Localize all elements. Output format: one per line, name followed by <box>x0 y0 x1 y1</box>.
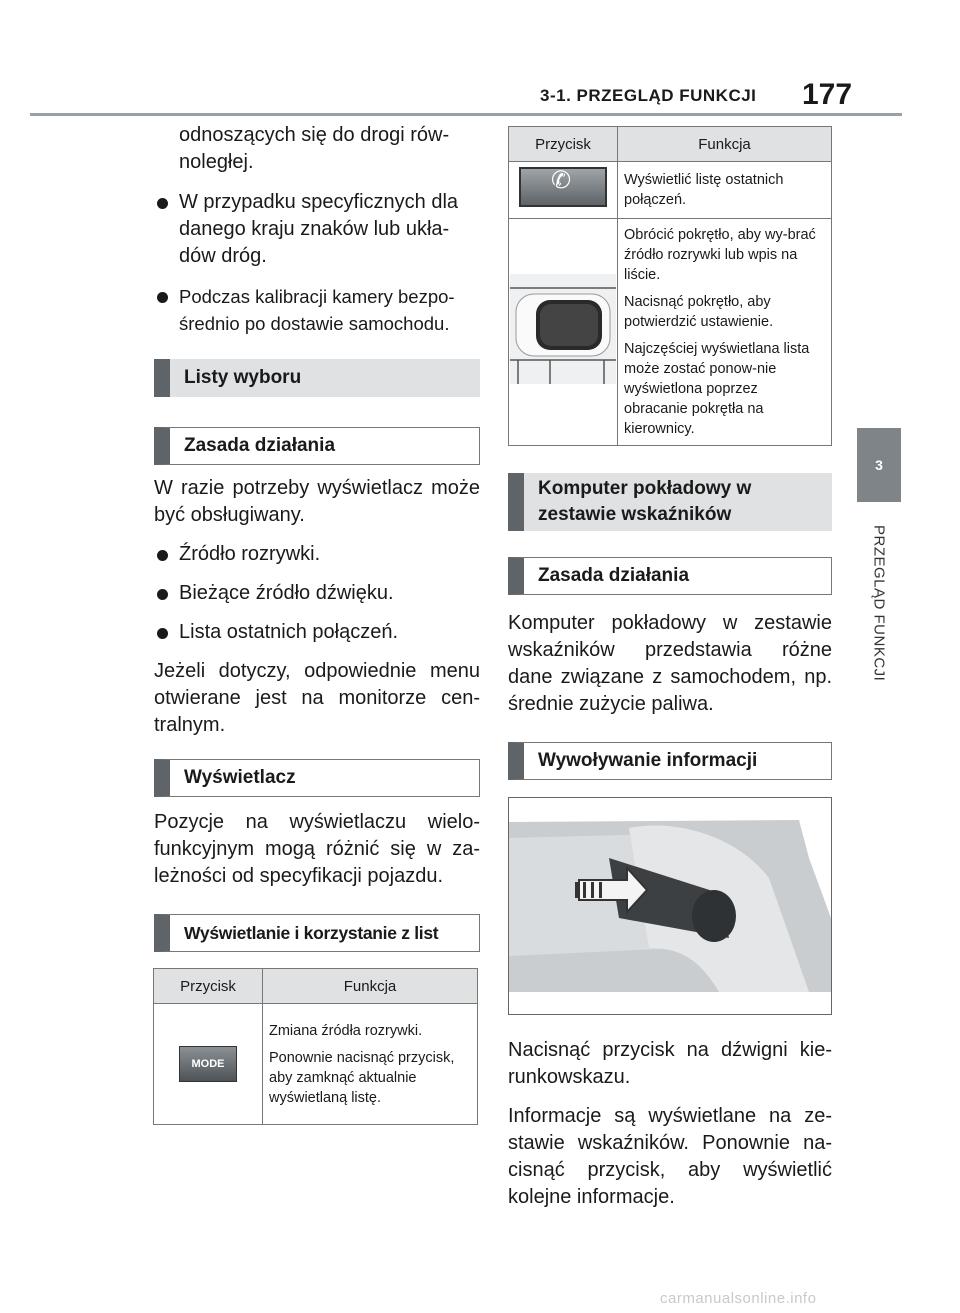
left-column <box>154 122 480 1125</box>
phone-button-cell <box>509 162 618 219</box>
watermark: carmanualsonline.info <box>660 1290 817 1307</box>
table-header-row <box>509 127 832 162</box>
function-rotate-knob: Obrócić pokrętło, aby wy-brać źródło rozrywki lub wpis na liście. <box>624 227 816 283</box>
chapter-tab <box>857 428 901 502</box>
bullet-current-audio: Bieżące źródło dźwięku. <box>154 580 480 607</box>
heading-list-usage: Wyświetlanie i korzystanie z list <box>154 914 480 952</box>
table-row <box>154 1004 478 1125</box>
bullet-country-signs: W przypadku specyficznych dla danego kraju znaków lub ukła-dów dróg. <box>154 189 480 270</box>
bullet-calibration: Podczas kalibracji kamery bezpo-średnio po dostawie samochodu. <box>154 283 480 337</box>
para-central-monitor: Jeżeli dotyczy, odpowiednie menu otwierane jest na monitorze cen-tralnym. <box>154 660 480 736</box>
para-info-displayed: Informacje są wyświetlane na ze-stawie wskaźników. Ponownie na-cisnąć przycisk, aby wyświetlić kolejne informacje. <box>508 1105 832 1208</box>
function-recent-calls: Wyświetlić listę ostatnich połączeń. <box>624 172 784 208</box>
turn-signal-lever-figure <box>508 797 832 1015</box>
heading-wywolywanie: Wywoływanie informacji <box>508 742 832 780</box>
page-number: 177 <box>802 78 853 111</box>
table-header-function: Funkcja <box>263 969 478 1004</box>
heading-zasada-dzialania: Zasada działania <box>154 427 480 465</box>
function-change-source: Zmiana źródła rozrywki. <box>269 1022 423 1039</box>
table-header-button: Przycisk <box>154 969 263 1004</box>
knob-function-cell <box>618 219 832 446</box>
table-row <box>509 219 832 446</box>
para-onboard-computer: Komputer pokładowy w zestawie wskaźników przedstawia różne dane związane z samochodem, np. średnie zużycie paliwa. <box>508 612 832 715</box>
table-row <box>509 162 832 219</box>
mode-function-cell <box>263 1004 478 1125</box>
table-header-row <box>154 969 478 1004</box>
mode-button-icon: MODE <box>179 1046 237 1082</box>
chapter-number: 3 <box>875 457 883 473</box>
table-header-button: Przycisk <box>509 127 618 162</box>
continued-text-line1: odnoszących się do drogi rów- <box>179 124 450 146</box>
function-most-displayed: Najczęściej wyświetlana lista może zostać ponow-nie wyświetlona poprzez obracanie pokrętła na kierownicy. <box>624 341 810 437</box>
mode-button-cell <box>154 1004 263 1125</box>
heading-wyswietlacz: Wyświetlacz <box>154 759 480 797</box>
bullet-entertainment-source: Źródło rozrywki. <box>154 541 480 568</box>
heading-komputer-pokladowy: Komputer pokładowy w zestawie wskaźników <box>508 473 832 531</box>
function-press-knob: Nacisnąć pokrętło, aby potwierdzić ustawienie. <box>624 294 774 330</box>
phone-function-cell <box>618 162 832 219</box>
knob-image-cell <box>509 219 618 446</box>
heading-listy-wyboru: Listy wyboru <box>154 359 480 397</box>
phone-button-icon <box>519 167 607 207</box>
right-button-table <box>508 126 832 446</box>
table-header-function: Funkcja <box>618 127 832 162</box>
section-title: 3-1. PRZEGLĄD FUNKCJI <box>540 86 757 105</box>
para-press-lever-button: Nacisnąć przycisk na dźwigni kie-runkowskazu. <box>508 1039 832 1088</box>
chapter-label: PRZEGLĄD FUNKCJI <box>870 524 888 682</box>
heading-zasada-dzialania-right: Zasada działania <box>508 557 832 595</box>
turn-signal-lever-illustration <box>509 798 831 1012</box>
controller-knob-illustration <box>510 274 616 384</box>
right-column <box>508 126 832 1211</box>
para-multifunction-display: Pozycje na wyświetlaczu wielo-funkcyjnym mogą różnić się w za-leżności od specyfikacji pojazdu. <box>154 811 480 887</box>
continued-text-line2: noległej. <box>179 151 254 173</box>
phone-handset-icon: ✆ <box>551 167 572 194</box>
function-close-list: Ponownie nacisnąć przycisk, aby zamknąć aktualnie wyświetlaną listę. <box>269 1049 455 1106</box>
para-obslugiwany: W razie potrzeby wyświetlacz może być obsługiwany. <box>154 477 480 526</box>
left-button-table <box>153 968 478 1125</box>
chapter-label-container <box>850 508 908 698</box>
header-rule <box>30 113 902 116</box>
bullet-recent-calls: Lista ostatnich połączeń. <box>154 619 480 646</box>
